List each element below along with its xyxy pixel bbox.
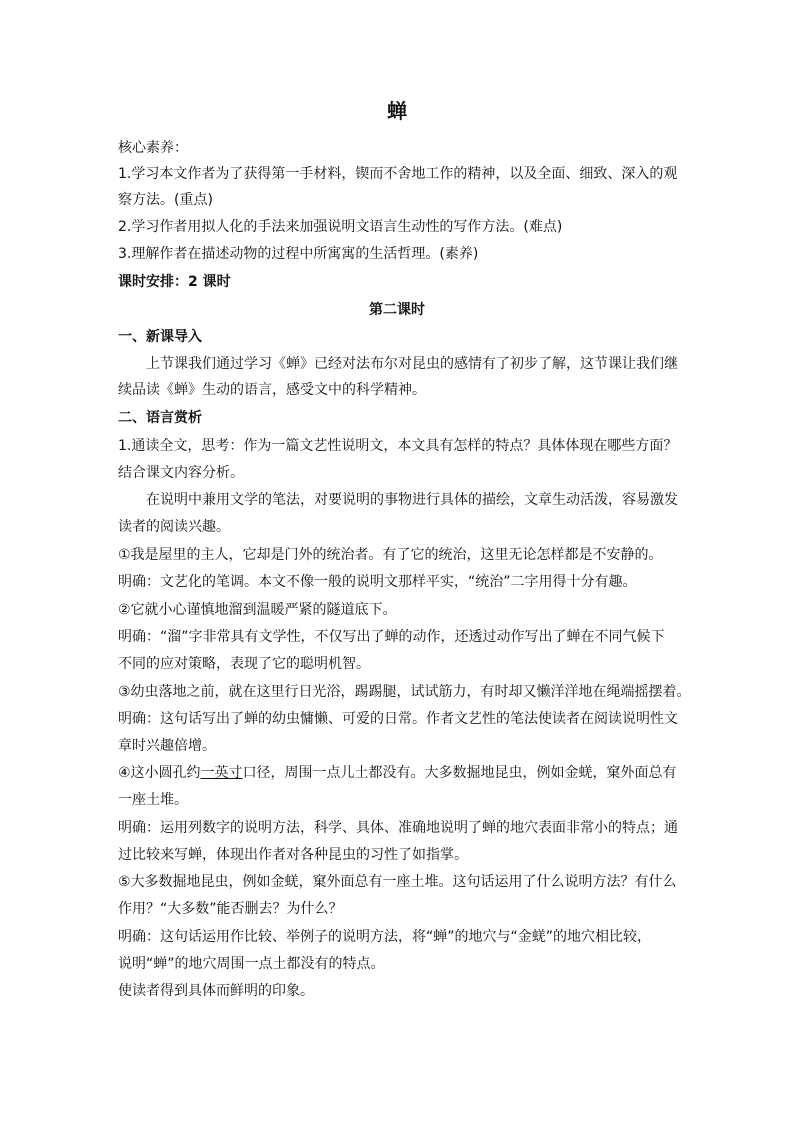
example-line: ①我是屋里的主人，它却是门外的统治者。有了它的统治，这里无论怎样都是不安静的。: [118, 547, 663, 563]
example-text: ④这小圆孔约: [118, 765, 201, 781]
example-line: ②它就小心谨慎地溜到温暖严紧的隧道底下。: [118, 602, 397, 618]
explanation-line: 明确：运用列数字的说明方法，科学、具体、准确地说明了蝉的地穴表面非常小的特点；通: [118, 820, 678, 836]
underlined-phrase: 一英寸: [200, 765, 243, 781]
core-literacy-label: 核心素养：: [118, 140, 188, 156]
example-line: 一座土堆。: [118, 792, 188, 808]
section-heading-intro: 一、新课导入: [118, 329, 202, 345]
example-line: [118, 763, 698, 783]
intro-paragraph-line: 上节课我们通过学习《蝉》已经对法布尔对昆虫的感情有了初步了解，这节课让我们继: [146, 356, 678, 372]
example-line: ③幼虫落地之前，就在这里行日光浴，踢踢腿，试试筋力，有时却又懒洋洋地在绳端摇摆着。: [118, 684, 691, 700]
answer-line: 在说明中兼用文学的笔法，对要说明的事物进行具体的描绘，文章生动活泼，容易激发: [146, 492, 678, 508]
section-heading-analysis: 二、语言赏析: [118, 410, 202, 426]
question-line: 1.通读全文，思考：作为一篇文艺性说明文，本文具有怎样的特点？具体体现在哪些方面？: [118, 438, 678, 454]
page-title: 蝉: [387, 99, 407, 123]
goal-line: 3.理解作者在描述动物的过程中所寓寓的生活哲理。(素养): [118, 246, 479, 262]
question-line: 结合课文内容分析。: [118, 465, 244, 481]
explanation-line: 不同的应对策略，表现了它的聪明机智。: [118, 656, 370, 672]
intro-paragraph-line: 续品读《蝉》生动的语言，感受文中的科学精神。: [118, 382, 426, 398]
explanation-line: 明确：这句话运用作比较、举例子的说明方法，将“蝉”的地穴与“金蜣”的地穴相比较，: [118, 929, 652, 945]
schedule-line: 课时安排：2 课时: [118, 274, 231, 290]
goal-line: 察方法。(重点): [118, 192, 213, 208]
explanation-line: 明确：“溜”字非常具有文学性，不仅写出了蝉的动作，还透过动作写出了蝉在不同气候下: [118, 629, 665, 645]
example-text: 口径，周围一点儿土都没有。大多数掘地昆虫，例如金蜣，窠外面总有: [242, 765, 677, 781]
explanation-line: 章时兴趣倍增。: [118, 738, 216, 754]
goal-line: 1.学习本文作者为了获得第一手材料，锲而不舍地工作的精神，以及全面、细致、深入的观: [118, 166, 678, 182]
explanation-line: 说明“蝉”的地穴周围一点土都没有的特点。: [118, 956, 385, 972]
explanation-line: 明确：文艺化的笔调。本文不像一般的说明文那样平实，“统治”二字用得十分有趣。: [118, 574, 637, 590]
lesson-heading: 第二课时: [369, 302, 425, 318]
explanation-line: 过比较来写蝉，体现出作者对各种昆虫的习性了如指掌。: [118, 847, 468, 863]
goal-line: 2.学习作者用拟人化的手法来加强说明文语言生动性的写作方法。(难点): [118, 219, 563, 235]
example-line: ⑤大多数掘地昆虫，例如金蜣，窠外面总有一座土堆。这句话运用了什么说明方法？有什么: [118, 874, 677, 890]
explanation-line: 明确：这句话写出了蝉的幼虫慵懒、可爱的日常。作者文艺性的笔法使读者在阅读说明性文: [118, 711, 678, 727]
explanation-line: 使读者得到具体而鲜明的印象。: [118, 983, 314, 999]
example-line: 作用？“大多数”能否删去？为什么？: [118, 901, 343, 917]
answer-line: 读者的阅读兴趣。: [118, 519, 230, 535]
